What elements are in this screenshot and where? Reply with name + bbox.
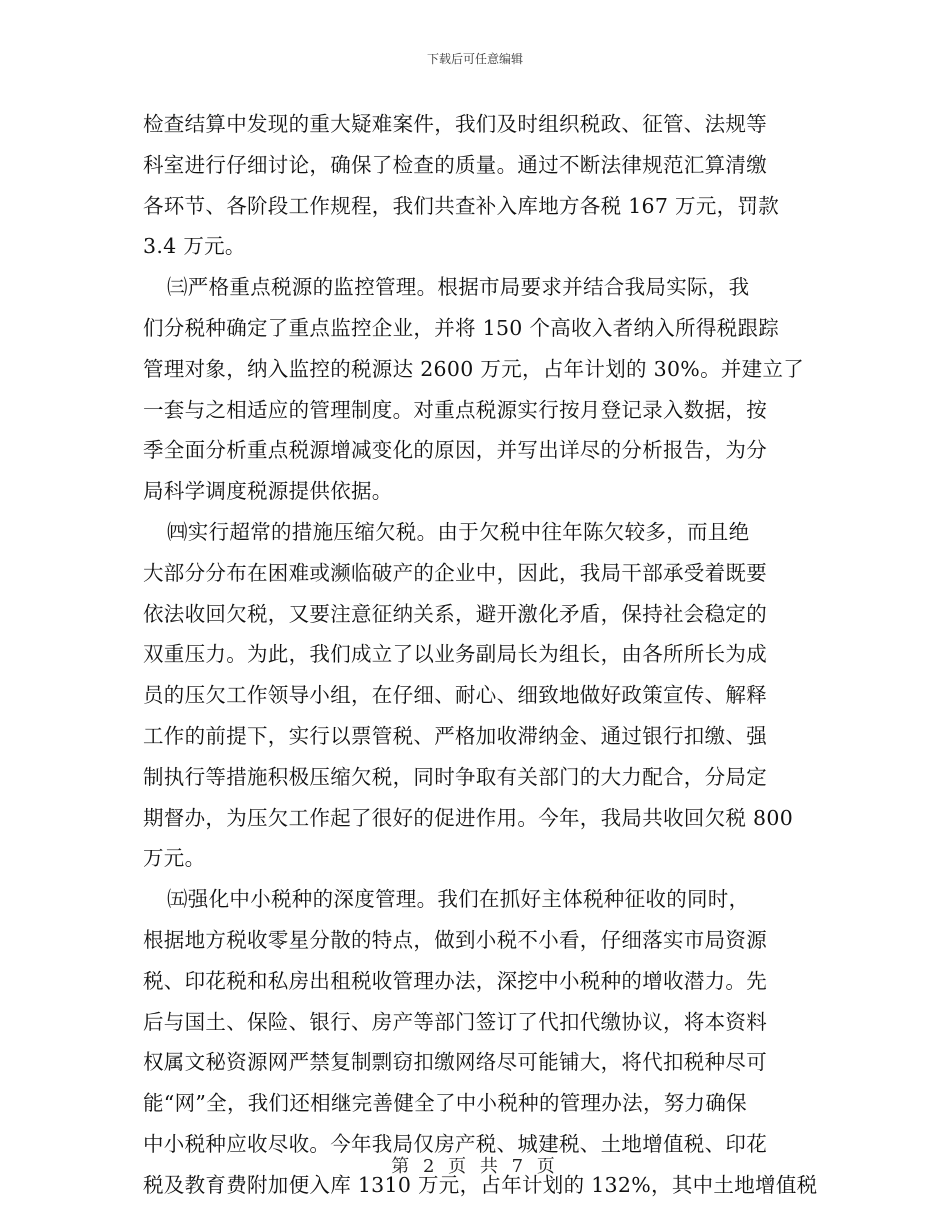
text-line: 员的压欠工作领导小组，在仔细、耐心、细致地做好政策宣传、解释 <box>143 683 767 708</box>
text-line: 一套与之相适应的管理制度。对重点税源实行按月登记录入数据，按 <box>143 397 767 422</box>
text-line: 双重压力。为此，我们成立了以业务副局长为组长，由各所所长为成 <box>143 642 767 667</box>
text-line: 万元。 <box>143 846 206 871</box>
text-line: 检查结算中发现的重大疑难案件，我们及时组织税政、征管、法规等 <box>143 112 767 136</box>
text-line: 工作的前提下，实行以票管税、严格加收滞纳金、通过银行扣缴、强 <box>143 723 767 748</box>
text-line: 期督办，为压欠工作起了很好的促进作用。今年，我局共收回欠税 800 <box>143 805 794 830</box>
paragraph-start-line: ㈢严格重点税源的监控管理。根据市局要求并结合我局实际，我 <box>167 275 750 300</box>
text-line: 能“网”全，我们还相继完善健全了中小税种的管理办法，努力确保 <box>143 1091 747 1116</box>
text-line: 大部分分布在困难或濒临破产的企业中，因此，我局干部承受着既要 <box>143 560 767 585</box>
text-line: 后与国土、保险、银行、房产等部门签订了代扣代缴协议，将本资料 <box>143 1009 767 1034</box>
text-line: 们分税种确定了重点监控企业，并将 150 个高收入者纳入所得税跟踪 <box>143 315 780 340</box>
text-line: 制执行等措施积极压缩欠税，同时争取有关部门的大力配合，分局定 <box>143 764 767 789</box>
text-line: 局科学调度税源提供依据。 <box>143 479 393 504</box>
paragraph-start-line: ㈣实行超常的措施压缩欠税。由于欠税中往年陈欠较多，而且绝 <box>167 519 750 544</box>
text-line: 3.4 万元。 <box>143 234 246 259</box>
text-line: 季全面分析重点税源增减变化的原因，并写出详尽的分析报告，为分 <box>143 438 767 463</box>
text-line: 依法收回欠税，又要注意征纳关系，避开激化矛盾，保持社会稳定的 <box>143 601 767 626</box>
text-line: 税、印花税和私房出租税收管理办法，深挖中小税种的增收潜力。先 <box>143 968 767 993</box>
document-body <box>143 104 818 1206</box>
text-line: 权属文秘资源网严禁复制剽窃扣缴网络尽可能铺大，将代扣税种尽可 <box>143 1050 767 1075</box>
text-line: 管理对象，纳入监控的税源达 2600 万元，占年计划的 30%。并建立了 <box>143 356 805 381</box>
paragraph-start-line: ㈤强化中小税种的深度管理。我们在抓好主体税种征收的同时， <box>167 887 750 912</box>
text-line: 科室进行仔细讨论，确保了检查的质量。通过不断法律规范汇算清缴 <box>143 152 767 177</box>
page-footer: 第 2 页 共 7 页 <box>391 1156 559 1177</box>
text-line: 中小税种应收尽收。今年我局仅房产税、城建税、土地增值税、印花 <box>143 1131 767 1156</box>
text-line: 各环节、各阶段工作规程，我们共查补入库地方各税 167 万元，罚款 <box>143 193 780 218</box>
page-header: 下载后可任意编辑 <box>426 52 523 66</box>
text-line: 根据地方税收零星分散的特点，做到小税不小看，仔细落实市局资源 <box>143 927 767 952</box>
text-line: 税及教育费附加便入库 1310 万元，占年计划的 132%，其中土地增值税 <box>143 1172 818 1197</box>
